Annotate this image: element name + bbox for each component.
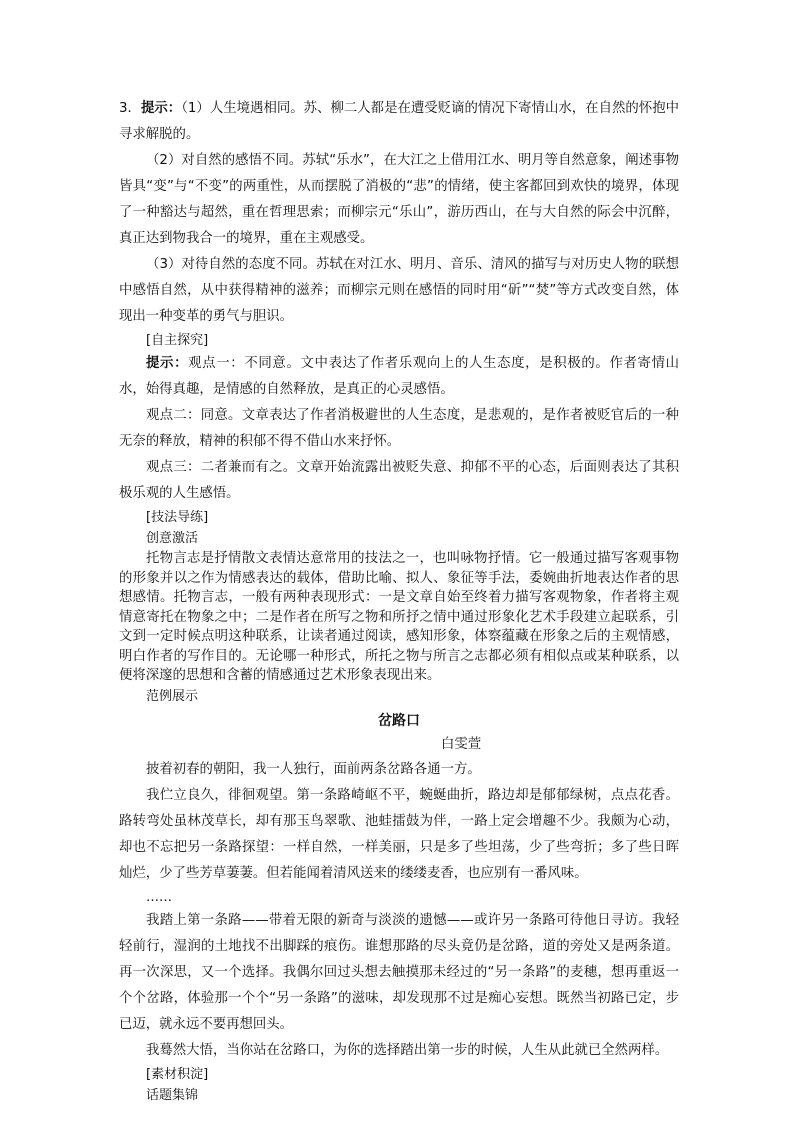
section-3-point-1: （1）人生境遇相同。苏、柳二人都是在遭受贬谪的情况下寄情山水，在自然的怀抱中寻求解脱的。: [119, 101, 679, 142]
technique-subheading: 创意激活: [146, 531, 199, 546]
essay-author: 白雯萱: [441, 736, 482, 752]
essay-paragraph-1: 披着初春的朝阳，我一人独行，面前两条岔路各通一方。: [146, 761, 481, 777]
section-3-intro: [119, 96, 679, 148]
material-heading: [素材积淀]: [146, 1066, 209, 1082]
material-subheading: 话题集锦: [146, 1087, 199, 1103]
self-inquiry-view-1: [119, 351, 679, 403]
section-3-number: 3．: [119, 101, 141, 116]
essay-ellipsis: ……: [146, 889, 172, 905]
technique-paragraph: 托物言志是抒情散文表情达意常用的技法之一，也叫咏物抒情。它一般通过描写客观事物的形象并以之作为情感表达的载体，借助比喻、拟人、象征等手法，委婉曲折地表达作者的思想感情。托物言志，一般有两种表现形式：一是文章自始至终着力描写客观物象，作者将主观情意寄托在物象之中；二是作者在所写之物和所抒之情中通过形象化艺术手段建立起联系，引文到一定时候点明这种联系，让读者通过阅读，感知形象，体察蕴藏在形象之后的主观情感，明白作者的写作目的。无论哪一种形式，所托之物与所言之志都必须有相似点或某种联系，以便将深邃的思想和含蓄的情感通过艺术形象表现出来。: [119, 551, 679, 683]
section-3-point-2: （2）对自然的感悟不同。苏轼“乐水”，在大江之上借用江水、明月等自然意象，阐述事物皆具“变”与“不变”的两重性，从而摆脱了消极的“悲”的情绪，使主客都回到欢快的境界，体现了一种豁达与超然，重在哲理思索；而柳宗元“乐山”，游历西山，在与大自然的际会中沉醉，真正达到物我合一的境界，重在主观感受。: [119, 153, 679, 246]
essay-paragraph-2: 我伫立良久，徘徊观望。第一条路崎岖不平，蜿蜒曲折，路边却是郁郁绿树，点点花香。路转弯处虽林茂草长，却有那玉鸟翠歌、池蛙擂鼓为伴，一路上定会增趣不少。我颇为心动，却也不忘把另一条路探望：一样自然，一样美丽，只是多了些坦荡，少了些弯折；多了些日晖灿烂，少了些芳草萋萋。但若能闻着清风送来的缕缕麦香，也应别有一番风味。: [119, 787, 679, 881]
self-inquiry-view-2: 观点二：同意。文章表达了作者消极避世的人生态度，是悲观的，是作者被贬官后的一种无奈的释放，精神的积郁不得不借山水来抒怀。: [119, 408, 679, 449]
self-inquiry-view-1-text: 观点一：不同意。文中表达了作者乐观向上的人生态度，是积极的。作者寄情山水，始得真趣，是情感的自然释放，是真正的心灵感悟。: [119, 356, 680, 397]
document-page: [119, 96, 679, 1106]
essay-title: 岔路口: [378, 712, 420, 729]
essay-paragraph-3: 我踏上第一条路——带着无限的新奇与淡淡的遗憾——或许另一条路可待他日寻访。我轻轻前行，湿润的土地找不出脚踩的痕伤。谁想那路的尽头竟仍是岔路，道的旁处又是两条道。再一次深思，又一个选择。我偶尔回过头想去触摸那未经过的“另一条路”的麦穗，想再重返一个个岔路，体验那一个个“另一条路”的滋味，却发现那不过是痴心妄想。既然当初路已定，步已迈，就永远不要再想回头。: [119, 912, 679, 1032]
self-inquiry-heading: [自主探究]: [146, 333, 209, 348]
self-inquiry-hint-label: 提示：: [146, 356, 189, 371]
essay-paragraph-4: 我蓦然大悟，当你站在岔路口，为你的选择踏出第一步的时候，人生从此就已全然两样。: [146, 1042, 669, 1058]
example-heading: 范例展示: [146, 688, 199, 704]
technique-heading: [技法导练]: [146, 510, 209, 525]
section-3-hint-label: 提示：: [140, 101, 182, 116]
self-inquiry-view-3: 观点三：二者兼而有之。文章开始流露出被贬失意、抑郁不平的心态，后面则表达了其积极乐观的人生感悟。: [119, 460, 679, 501]
section-3-point-3: （3）对待自然的态度不同。苏轼在对江水、明月、音乐、清风的描写与对历史人物的联想中感悟自然，从中获得精神的滋养；而柳宗元则在感悟的同时用“斫”“焚”等方式改变自然，体现出一种变革的勇气与胆识。: [119, 257, 679, 324]
